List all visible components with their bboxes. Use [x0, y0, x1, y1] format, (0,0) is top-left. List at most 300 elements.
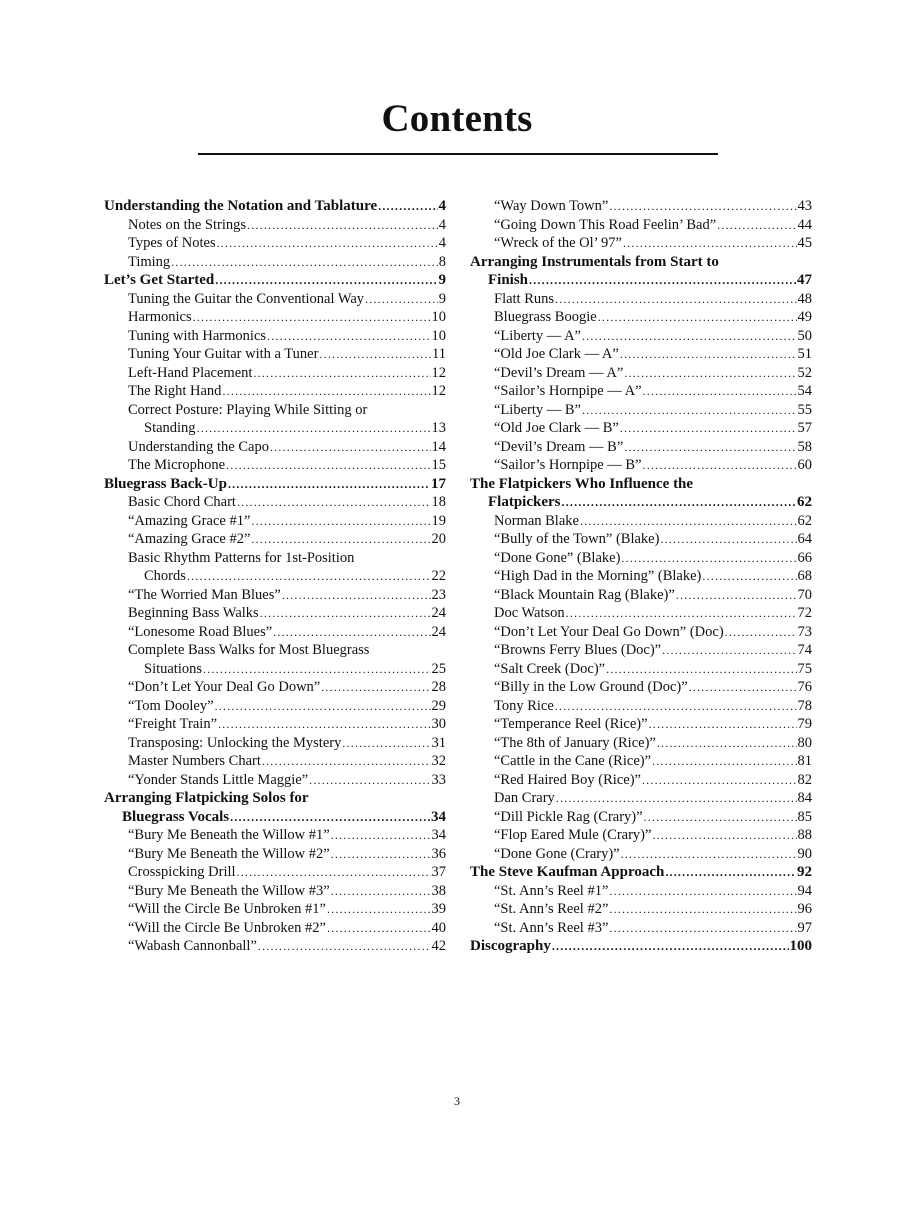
toc-entry: [104, 364, 446, 383]
dot-leader: [643, 382, 797, 401]
toc-entry-title: “Devil’s Dream — B”: [494, 438, 624, 455]
dot-leader: [331, 845, 431, 864]
dot-leader: [365, 290, 438, 309]
toc-entry: [470, 900, 812, 919]
toc-entry-title: “Dill Pickle Rag (Crary)”: [494, 808, 643, 825]
toc-entry: [470, 290, 812, 309]
toc-entry-title: “Sailor’s Hornpipe — B”: [494, 457, 642, 473]
toc-entry-page: 15: [431, 457, 446, 473]
toc-entry: [104, 882, 446, 901]
toc-entry: [104, 826, 446, 845]
toc-entry-title: The Microphone: [128, 457, 226, 473]
dot-leader: [203, 660, 430, 679]
dot-leader: [217, 234, 438, 253]
toc-entry-title: “Way Down Town”: [494, 198, 609, 214]
toc-entry-page: 28: [431, 679, 446, 695]
dot-leader: [665, 863, 796, 882]
toc-entry-title: “Amazing Grace #1”: [128, 512, 251, 529]
toc-entry-page: 13: [431, 420, 446, 436]
toc-entry-title: “Cattle in the Cane (Rice)”: [494, 753, 652, 769]
toc-entry-page: 40: [431, 919, 446, 936]
toc-entry-title: Situations: [144, 660, 203, 677]
dot-leader: [582, 401, 797, 420]
toc-entry-title: “Lonesome Road Blues”: [128, 623, 273, 640]
toc-entry-title: “High Dad in the Morning” (Blake): [494, 568, 702, 584]
toc-entry: [470, 771, 812, 790]
dot-leader: [580, 512, 797, 531]
toc-entry-page: 11: [432, 346, 446, 362]
toc-entry-page: 64: [797, 531, 812, 547]
toc-entry-title: “Bully of the Town” (Blake): [494, 531, 660, 547]
toc-entry-page: 4: [438, 235, 446, 251]
toc-entry-title: Complete Bass Walks for Most Bluegrass: [128, 642, 370, 658]
dot-leader: [251, 512, 430, 531]
toc-entry-title: Bluegrass Back-Up: [104, 475, 227, 492]
toc-entry-title: “Flop Eared Mule (Crary)”: [494, 827, 652, 843]
toc-entry-page: 25: [431, 660, 446, 677]
toc-entry: [104, 697, 446, 716]
toc-entry: [470, 493, 812, 512]
toc-entry: [104, 567, 446, 586]
toc-entry-page: 14: [431, 438, 446, 455]
toc-entry: [104, 327, 446, 346]
toc-entry-title: Basic Rhythm Patterns for 1st-Position: [128, 549, 355, 566]
toc-entry: [470, 641, 812, 660]
toc-entry-title: “Don’t Let Your Deal Go Down” (Doc): [494, 623, 724, 640]
toc-entry-title: Norman Blake: [494, 512, 579, 529]
toc-entry-page: 33: [431, 771, 446, 788]
toc-entry: [104, 382, 446, 401]
toc-entry-page: 97: [797, 919, 812, 936]
toc-entry-page: 48: [797, 290, 812, 307]
toc-entry: [470, 327, 812, 346]
dot-leader: [620, 419, 797, 438]
dot-leader: [218, 715, 430, 734]
toc-entry-page: 51: [797, 346, 812, 362]
toc-entry: [104, 604, 446, 623]
toc-entry-title: “Sailor’s Hornpipe — A”: [494, 383, 642, 399]
toc-entry-page: 17: [431, 475, 446, 492]
toc-entry-page: 68: [797, 568, 812, 584]
toc-entry-title: “Will the Circle Be Unbroken #2”: [128, 919, 326, 936]
toc-entry-page: 39: [431, 901, 446, 917]
toc-entry-title: Arranging Instrumentals from Start to: [470, 253, 719, 270]
toc-entry-title: Harmonics: [128, 309, 192, 325]
toc-entry-title: Dan Crary: [494, 790, 555, 806]
toc-entry: [470, 253, 812, 272]
toc-entry: [104, 900, 446, 919]
toc-entry-page: 18: [431, 494, 446, 510]
toc-entry-title: Understanding the Capo: [128, 438, 269, 455]
toc-entry: [104, 586, 446, 605]
toc-entry: [104, 623, 446, 642]
dot-leader: [620, 345, 797, 364]
toc-entry: [470, 937, 812, 956]
toc-entry-title: “Don’t Let Your Deal Go Down”: [128, 679, 321, 695]
dot-leader: [267, 327, 430, 346]
toc-entry-page: 78: [797, 697, 812, 714]
dot-leader: [609, 197, 796, 216]
toc-entry-title: Bluegrass Vocals: [122, 808, 230, 825]
toc-entry-title: “Browns Ferry Blues (Doc)”: [494, 642, 662, 658]
dot-leader: [609, 919, 796, 938]
toc-entry-title: Crosspicking Drill: [128, 864, 236, 880]
toc-entry: [470, 734, 812, 753]
toc-entry-title: “Salt Creek (Doc)”: [494, 660, 606, 677]
toc-entry-page: 79: [797, 716, 812, 732]
dot-leader: [662, 641, 796, 660]
toc-entry: [470, 512, 812, 531]
toc-entry-title: Types of Notes: [128, 235, 216, 251]
dot-leader: [657, 734, 797, 753]
toc-entry: [104, 734, 446, 753]
toc-entry: [104, 660, 446, 679]
toc-entry: [470, 401, 812, 420]
toc-entry: [104, 549, 446, 568]
toc-entry: [470, 456, 812, 475]
toc-entry-page: 23: [431, 586, 446, 603]
toc-entry-title: “Bury Me Beneath the Willow #2”: [128, 845, 330, 862]
dot-leader: [702, 567, 796, 586]
toc-entry: [470, 678, 812, 697]
toc-entry: [104, 419, 446, 438]
toc-entry-page: 85: [797, 808, 812, 825]
toc-entry-title: Doc Watson: [494, 605, 565, 621]
dot-leader: [606, 660, 796, 679]
toc-entry-page: 45: [797, 235, 812, 251]
toc-entry-page: 30: [431, 716, 446, 732]
dot-leader: [621, 845, 797, 864]
dot-leader: [237, 863, 431, 882]
toc-entry-page: 10: [431, 309, 446, 325]
dot-leader: [562, 493, 797, 512]
toc-entry-title: Basic Chord Chart: [128, 494, 236, 510]
dot-leader: [222, 382, 430, 401]
toc-entry-page: 81: [797, 753, 812, 769]
dot-leader: [725, 623, 797, 642]
toc-entry-page: 60: [797, 457, 812, 473]
toc-entry-title: “Bury Me Beneath the Willow #1”: [128, 827, 330, 843]
dot-leader: [215, 271, 437, 290]
toc-entry-title: The Right Hand: [128, 383, 222, 399]
toc-entry-title: “Tom Dooley”: [128, 697, 214, 714]
toc-entry: [104, 308, 446, 327]
toc-entry-page: 70: [797, 586, 812, 603]
toc-entry-title: “Billy in the Low Ground (Doc)”: [494, 679, 688, 695]
toc-entry-page: 57: [797, 420, 812, 436]
dot-leader: [649, 715, 797, 734]
dot-leader: [642, 771, 797, 790]
toc-right-column: [470, 197, 812, 956]
toc-entry-title: “St. Ann’s Reel #2”: [494, 901, 609, 917]
dot-leader: [262, 752, 431, 771]
toc-entry: [104, 771, 446, 790]
toc-entry: [104, 641, 446, 660]
dot-leader: [378, 197, 437, 216]
toc-entry: [104, 197, 446, 216]
toc-entry-page: 72: [797, 605, 812, 621]
dot-leader: [331, 882, 431, 901]
toc-entry: [470, 197, 812, 216]
toc-entry: [470, 419, 812, 438]
toc-entry-title: Beginning Bass Walks: [128, 605, 259, 621]
toc-entry-title: “Yonder Stands Little Maggie”: [128, 771, 309, 788]
toc-entry-title: “The Worried Man Blues”: [128, 586, 281, 603]
dot-leader: [215, 697, 431, 716]
toc-entry: [470, 530, 812, 549]
toc-entry-page: 50: [797, 327, 812, 344]
page-number: 3: [454, 1094, 460, 1108]
toc-entry: [470, 382, 812, 401]
toc-entry-title: Discography: [470, 938, 551, 954]
dot-leader: [689, 678, 797, 697]
toc-entry: [104, 919, 446, 938]
dot-leader: [197, 419, 431, 438]
toc-entry-page: 74: [797, 642, 812, 658]
dot-leader: [187, 567, 431, 586]
toc-entry-page: 9: [438, 272, 446, 288]
toc-entry-title: Chords: [144, 568, 186, 584]
toc-entry-page: 96: [797, 901, 812, 917]
toc-entry-page: 12: [431, 364, 446, 381]
dot-leader: [566, 604, 797, 623]
dot-leader: [282, 586, 431, 605]
dot-leader: [270, 438, 431, 457]
dot-leader: [258, 937, 431, 956]
toc-entry-page: 20: [431, 531, 446, 547]
dot-leader: [652, 826, 796, 845]
toc-entry-title: Bluegrass Boogie: [494, 309, 597, 325]
toc-entry: [470, 216, 812, 235]
dot-leader: [342, 734, 430, 753]
toc-entry-title: “Temperance Reel (Rice)”: [494, 716, 648, 732]
toc-entry-page: 58: [797, 438, 812, 455]
dot-leader: [621, 549, 796, 568]
toc-entry-page: 82: [797, 771, 812, 788]
toc-entry-title: Left-Hand Placement: [128, 364, 253, 381]
toc-entry: [470, 660, 812, 679]
toc-entry-page: 38: [431, 882, 446, 899]
toc-entry-title: “Bury Me Beneath the Willow #3”: [128, 882, 330, 899]
toc-entry-page: 62: [797, 512, 812, 529]
toc-entry: [470, 715, 812, 734]
toc-entry: [104, 493, 446, 512]
dot-leader: [555, 697, 797, 716]
toc-entry-title: Standing: [144, 420, 196, 436]
toc-entry-title: “Black Mountain Rag (Blake)”: [494, 586, 675, 603]
toc-entry-title: “St. Ann’s Reel #3”: [494, 919, 609, 936]
toc-entry: [470, 567, 812, 586]
dot-leader: [556, 789, 797, 808]
toc-entry: [104, 715, 446, 734]
toc-entry: [470, 752, 812, 771]
toc-entry: [470, 604, 812, 623]
toc-entry-title: Let’s Get Started: [104, 272, 215, 288]
dot-leader: [247, 216, 438, 235]
toc-entry: [470, 549, 812, 568]
toc-entry-page: 31: [431, 734, 446, 751]
dot-leader: [260, 604, 431, 623]
dot-leader: [717, 216, 796, 235]
toc-entry-title: Flatpickers: [488, 494, 561, 510]
toc-entry: [470, 345, 812, 364]
toc-entry-page: 34: [431, 808, 446, 825]
toc-entry: [104, 438, 446, 457]
dot-leader: [529, 271, 796, 290]
toc-entry-page: 4: [438, 198, 446, 214]
dot-leader: [555, 290, 796, 309]
dot-leader: [643, 456, 797, 475]
toc-entry-page: 4: [438, 216, 446, 233]
toc-entry: [470, 919, 812, 938]
dot-leader: [171, 253, 438, 272]
toc-entry-title: Tuning Your Guitar with a Tuner: [128, 346, 319, 362]
toc-entry-title: “Amazing Grace #2”: [128, 531, 251, 547]
toc-entry: [470, 586, 812, 605]
toc-entry: [104, 678, 446, 697]
toc-entry-page: 24: [431, 605, 446, 621]
toc-entry-page: 55: [797, 401, 812, 418]
toc-entry-title: Tuning with Harmonics: [128, 327, 267, 344]
toc-entry: [104, 808, 446, 827]
toc-entry-title: “Old Joe Clark — A”: [494, 346, 619, 362]
toc-entry: [104, 845, 446, 864]
toc-entry-page: 43: [797, 198, 812, 214]
dot-leader: [251, 530, 430, 549]
toc-entry-page: 12: [431, 383, 446, 399]
toc-entry-title: “Going Down This Road Feelin’ Bad”: [494, 216, 717, 233]
toc-entry: [104, 456, 446, 475]
dot-leader: [598, 308, 797, 327]
dot-leader: [193, 308, 431, 327]
toc-entry-page: 24: [431, 623, 446, 640]
toc-entry-title: “Red Haired Boy (Rice)”: [494, 771, 641, 788]
toc-entry-page: 100: [789, 938, 812, 954]
toc-entry-page: 76: [797, 679, 812, 695]
toc-entry-page: 29: [431, 697, 446, 714]
toc-entry: [470, 271, 812, 290]
toc-entry-page: 49: [797, 309, 812, 325]
toc-entry-page: 22: [431, 568, 446, 584]
toc-entry-page: 90: [797, 845, 812, 862]
toc-entry-page: 92: [797, 864, 812, 880]
toc-entry: [104, 752, 446, 771]
toc-entry-page: 32: [431, 753, 446, 769]
dot-leader: [228, 475, 430, 494]
toc-entry-page: 10: [431, 327, 446, 344]
toc-left-column: [104, 197, 446, 956]
toc-entry-page: 52: [797, 364, 812, 381]
dot-leader: [327, 900, 431, 919]
toc-entry: [470, 808, 812, 827]
toc-entry-page: 75: [797, 660, 812, 677]
toc-entry-title: Arranging Flatpicking Solos for: [104, 790, 309, 806]
toc-entry-title: Correct Posture: Playing While Sitting or: [128, 401, 368, 418]
dot-leader: [253, 364, 430, 383]
dot-leader: [273, 623, 430, 642]
toc-entry-page: 88: [797, 827, 812, 843]
toc-entry: [470, 475, 812, 494]
dot-leader: [327, 919, 431, 938]
toc-entry: [470, 234, 812, 253]
toc-entry: [104, 475, 446, 494]
toc-entry: [104, 345, 446, 364]
toc-entry: [470, 364, 812, 383]
dot-leader: [652, 752, 796, 771]
toc-entry-title: The Steve Kaufman Approach: [470, 864, 665, 880]
toc-entry-title: Tuning the Guitar the Conventional Way: [128, 290, 365, 307]
toc-entry-page: 34: [431, 827, 446, 843]
toc-entry-title: Finish: [488, 272, 529, 288]
toc-entry-title: Timing: [128, 253, 171, 270]
dot-leader: [624, 364, 796, 383]
toc-entry-title: Master Numbers Chart: [128, 753, 261, 769]
toc-entry: [470, 845, 812, 864]
toc-entry: [470, 789, 812, 808]
toc-entry: [470, 826, 812, 845]
dot-leader: [609, 900, 796, 919]
toc-entry: [104, 530, 446, 549]
toc-entry-title: “Freight Train”: [128, 716, 218, 732]
dot-leader: [676, 586, 797, 605]
toc-entry: [104, 271, 446, 290]
dot-leader: [321, 678, 430, 697]
dot-leader: [331, 826, 431, 845]
toc-entry-title: Flatt Runs: [494, 290, 555, 307]
toc-entry-page: 42: [431, 938, 446, 954]
dot-leader: [624, 438, 796, 457]
dot-leader: [230, 808, 430, 827]
toc-entry-title: Tony Rice: [494, 697, 554, 714]
toc-entry-page: 54: [797, 383, 812, 399]
toc-entry: [470, 623, 812, 642]
toc-entry-title: “Will the Circle Be Unbroken #1”: [128, 901, 326, 917]
toc-entry-title: “Liberty — B”: [494, 401, 581, 418]
toc-entry: [104, 290, 446, 309]
toc-entry: [470, 697, 812, 716]
dot-leader: [660, 530, 796, 549]
page-title: Contents: [381, 97, 533, 140]
toc-entry: [104, 216, 446, 235]
toc-entry-page: 36: [431, 845, 446, 862]
toc-entry-title: “St. Ann’s Reel #1”: [494, 882, 609, 899]
toc-entry-title: “Wreck of the Ol’ 97”: [494, 235, 622, 251]
toc-entry-title: “Done Gone” (Blake): [494, 549, 621, 566]
toc-entry-title: “Devil’s Dream — A”: [494, 364, 624, 381]
toc-entry-page: 62: [797, 494, 812, 510]
toc-entry: [104, 253, 446, 272]
toc-entry-title: “The 8th of January (Rice)”: [494, 734, 656, 751]
dot-leader: [609, 882, 796, 901]
toc-entry-page: 66: [797, 549, 812, 566]
dot-leader: [309, 771, 430, 790]
dot-leader: [644, 808, 797, 827]
toc-entry-title: Understanding the Notation and Tablature: [104, 198, 378, 214]
dot-leader: [582, 327, 797, 346]
toc-entry-page: 84: [797, 790, 812, 806]
dot-leader: [623, 234, 797, 253]
toc-entry-page: 94: [797, 882, 812, 899]
toc-entry: [104, 937, 446, 956]
toc-entry: [470, 308, 812, 327]
dot-leader: [226, 456, 430, 475]
toc-entry-title: “Old Joe Clark — B”: [494, 420, 619, 436]
toc-entry-page: 19: [431, 512, 446, 529]
dot-leader: [552, 937, 789, 956]
dot-leader: [319, 345, 431, 364]
title-divider: [198, 153, 718, 155]
toc-entry-page: 47: [797, 272, 812, 288]
